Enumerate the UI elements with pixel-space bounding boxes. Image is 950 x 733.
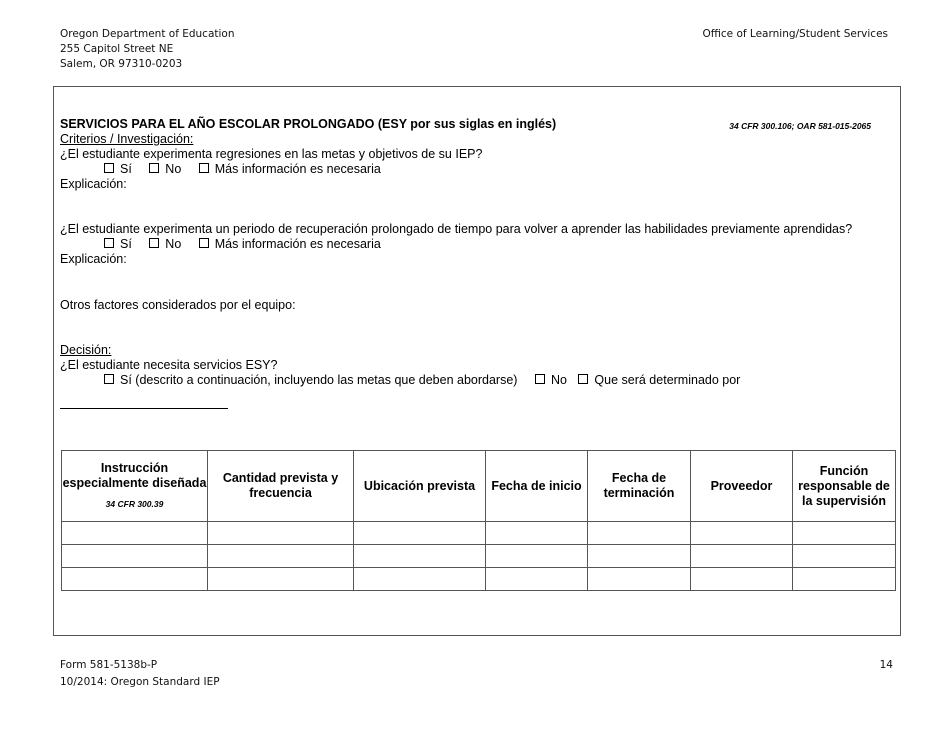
q2-more-label: Más información es necesaria <box>214 237 381 251</box>
form-version: 10/2014: Oregon Standard IEP <box>60 676 220 688</box>
table-cell[interactable] <box>588 568 691 591</box>
criteria-label: Criterios / Investigación: <box>60 132 194 146</box>
col-header-instruction-label: Instrucción especialmente diseñada <box>62 460 207 490</box>
q1-options <box>60 162 895 177</box>
header-office: Office of Learning/Student Services <box>702 28 888 40</box>
col-header-location: Ubicación prevista <box>354 451 486 522</box>
table-header-row <box>62 451 896 522</box>
table-cell[interactable] <box>62 568 208 591</box>
section-citation: 34 CFR 300.106; OAR 581-015-2065 <box>729 121 871 131</box>
decision-yes-checkbox[interactable] <box>104 374 114 384</box>
table-row <box>62 568 896 591</box>
col-header-amount: Cantidad prevista y frecuencia <box>208 451 354 522</box>
form-number: Form 581-5138b-P <box>60 659 158 671</box>
form-content <box>60 117 895 409</box>
table-cell[interactable] <box>208 568 354 591</box>
table-cell[interactable] <box>354 568 486 591</box>
table-row <box>62 545 896 568</box>
decision-options <box>60 373 895 388</box>
q1-yes-label: Sí <box>120 162 132 176</box>
header-address <box>60 27 235 72</box>
q2-options <box>60 237 895 252</box>
agency-name: Oregon Department of Education <box>60 28 235 40</box>
table-cell[interactable] <box>354 545 486 568</box>
table-cell[interactable] <box>486 522 588 545</box>
table-cell[interactable] <box>588 522 691 545</box>
decision-yes-label: Sí (descrito a continuación, incluyendo las metas que deben abordarse) <box>120 373 518 387</box>
table-cell[interactable] <box>691 568 793 591</box>
col-header-end-date: Fecha de terminación <box>588 451 691 522</box>
decision-no-checkbox[interactable] <box>535 374 545 384</box>
table-cell[interactable] <box>691 545 793 568</box>
agency-street: 255 Capitol Street NE <box>60 43 174 55</box>
q2-explanation-label: Explicación: <box>60 252 127 266</box>
table-cell[interactable] <box>62 522 208 545</box>
table-cell[interactable] <box>486 568 588 591</box>
table-cell[interactable] <box>208 545 354 568</box>
col-header-start-date: Fecha de inicio <box>486 451 588 522</box>
footer-form-info <box>60 657 220 691</box>
section-title-row <box>60 117 895 132</box>
col-header-provider: Proveedor <box>691 451 793 522</box>
table-cell[interactable] <box>793 522 896 545</box>
q1-more-label: Más información es necesaria <box>214 162 381 176</box>
esy-services-table <box>61 450 896 591</box>
col-header-supervisor: Función responsable de la supervisión <box>793 451 896 522</box>
q1-explanation-space[interactable] <box>60 192 895 222</box>
decision-question: ¿El estudiante necesita servicios ESY? <box>60 358 278 372</box>
decision-label: Decisión: <box>60 343 112 357</box>
other-factors-space[interactable] <box>60 313 895 343</box>
table-cell[interactable] <box>486 545 588 568</box>
table-row <box>62 522 896 545</box>
page-number: 14 <box>879 659 893 671</box>
col-header-instruction <box>62 451 208 522</box>
table-cell[interactable] <box>354 522 486 545</box>
decision-tbd-label: Que será determinado por <box>594 373 741 387</box>
q1-explanation-label: Explicación: <box>60 177 127 191</box>
q2-question: ¿El estudiante experimenta un periodo de recuperación prolongado de tiempo para volver a aprender las habilidades previamente aprendidas? <box>60 222 853 236</box>
q2-yes-label: Sí <box>120 237 132 251</box>
table-cell[interactable] <box>588 545 691 568</box>
q2-no-label: No <box>165 237 182 251</box>
determined-by-line[interactable] <box>60 407 228 409</box>
agency-city: Salem, OR 97310-0203 <box>60 58 183 70</box>
q2-yes-checkbox[interactable] <box>104 238 114 248</box>
q1-yes-checkbox[interactable] <box>104 163 114 173</box>
table-cell[interactable] <box>208 522 354 545</box>
section-title: SERVICIOS PARA EL AÑO ESCOLAR PROLONGADO (ESY por sus siglas en inglés) <box>60 117 557 131</box>
table-cell[interactable] <box>793 545 896 568</box>
q2-explanation-space[interactable] <box>60 267 895 298</box>
table-cell[interactable] <box>691 522 793 545</box>
decision-tbd-checkbox[interactable] <box>578 374 588 384</box>
q1-no-checkbox[interactable] <box>149 163 159 173</box>
col-header-instruction-citation: 34 CFR 300.39 <box>105 498 164 509</box>
decision-no-label: No <box>550 373 567 387</box>
other-factors-label: Otros factores considerados por el equipo: <box>60 298 296 312</box>
table-cell[interactable] <box>793 568 896 591</box>
q1-no-label: No <box>165 162 182 176</box>
table-cell[interactable] <box>62 545 208 568</box>
q2-more-checkbox[interactable] <box>199 238 209 248</box>
q1-question: ¿El estudiante experimenta regresiones en las metas y objetivos de su IEP? <box>60 147 483 161</box>
q2-no-checkbox[interactable] <box>149 238 159 248</box>
q1-more-checkbox[interactable] <box>199 163 209 173</box>
